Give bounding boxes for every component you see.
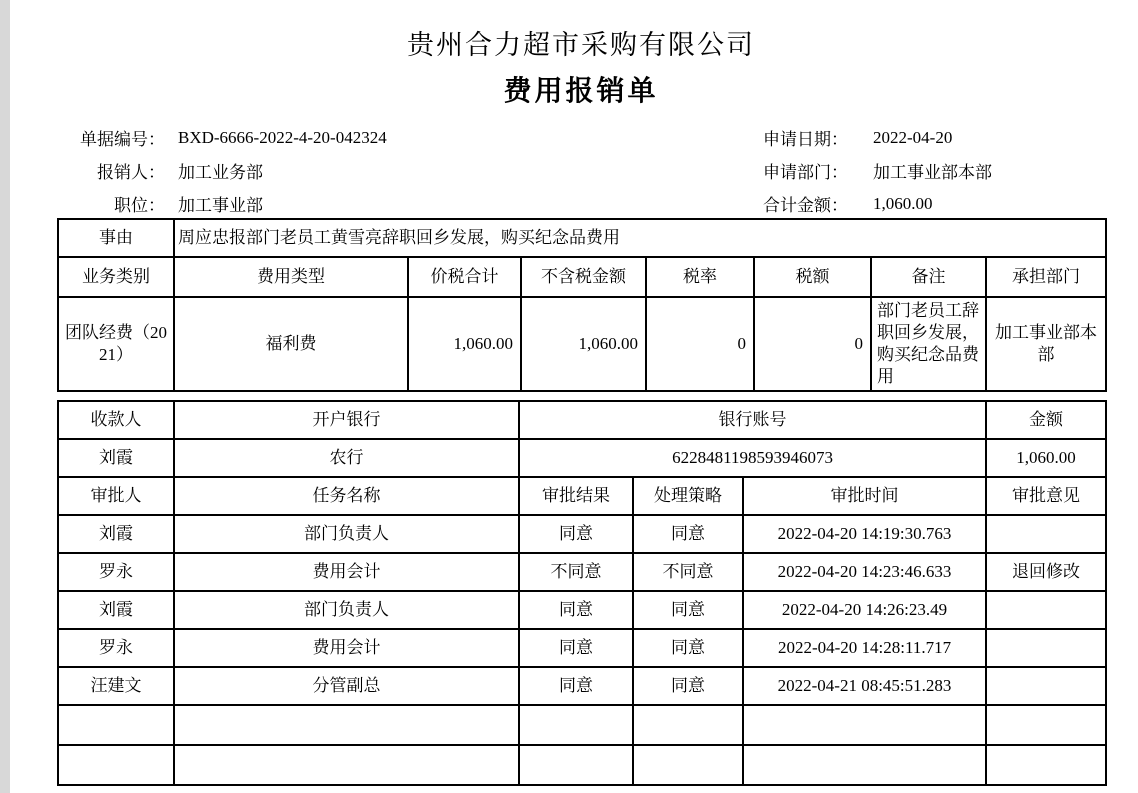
position-value: 加工事业部 (178, 196, 263, 216)
reimburser-label: 报销人： (97, 163, 165, 183)
approval-approver-cell: 刘霞 (58, 515, 174, 553)
approval-approver-cell: 刘霞 (58, 591, 174, 629)
apply-dept-value: 加工事业部本部 (873, 163, 992, 183)
approval-task-cell: 费用会计 (174, 553, 519, 591)
expense-data-row (58, 297, 1106, 391)
approval-row (58, 629, 1106, 667)
approval-opinion-cell (986, 705, 1106, 745)
approval-col-header-task: 任务名称 (174, 477, 519, 515)
bank-cell: 农行 (174, 439, 519, 477)
approval-result-cell: 同意 (519, 591, 633, 629)
payment-col-header-payee: 收款人 (58, 401, 174, 439)
expense-col-header-department: 承担部门 (986, 257, 1106, 297)
meta-right-column (763, 121, 992, 220)
reason-value-cell: 周应忠报部门老员工黄雪亮辞职回乡发展，购买纪念品费用 (174, 219, 1106, 257)
approval-time-cell: 2022-04-20 14:26:23.49 (743, 591, 986, 629)
expense-tax-amount-cell: 0 (754, 297, 871, 391)
approval-task-cell: 分管副总 (174, 667, 519, 705)
payee-cell: 刘霞 (58, 439, 174, 477)
expense-table (57, 218, 1107, 392)
approval-opinion-cell (986, 515, 1106, 553)
expense-category-cell: 团队经费（2021） (58, 297, 174, 391)
approval-time-cell: 2022-04-20 14:28:11.717 (743, 629, 986, 667)
total-amount-value: 1,060.00 (873, 193, 933, 213)
expense-col-header-remark: 备注 (871, 257, 986, 297)
apply-date-field (763, 121, 992, 154)
form-title: 费用报销单 (503, 76, 659, 108)
expense-col-header-amount-with-tax: 价税合计 (408, 257, 521, 297)
approval-time-cell (743, 745, 986, 785)
payment-col-header-amount: 金额 (986, 401, 1106, 439)
left-edge-strip (0, 0, 10, 793)
reason-label-cell: 事由 (58, 219, 174, 257)
total-amount-label: 合计金额： (763, 196, 848, 216)
approval-result-cell: 同意 (519, 667, 633, 705)
total-amount-field (763, 187, 992, 220)
approval-row (58, 553, 1106, 591)
approval-approver-cell (58, 745, 174, 785)
approval-empty-row (58, 745, 1106, 785)
expense-col-header-tax-rate: 税率 (646, 257, 754, 297)
approval-task-cell (174, 705, 519, 745)
expense-col-header-category: 业务类别 (58, 257, 174, 297)
approval-col-header-strategy: 处理策略 (633, 477, 743, 515)
reason-row (58, 219, 1106, 257)
approval-col-header-opinion: 审批意见 (986, 477, 1106, 515)
approval-task-cell: 部门负责人 (174, 515, 519, 553)
approval-opinion-cell (986, 667, 1106, 705)
bank-account-cell: 6228481198593946073 (519, 439, 986, 477)
position-label: 职位： (114, 196, 165, 216)
apply-dept-label: 申请部门： (763, 163, 848, 183)
expense-header-row (58, 257, 1106, 297)
payment-amount-cell: 1,060.00 (986, 439, 1106, 477)
expense-tax-rate-cell: 0 (646, 297, 754, 391)
approval-header-row (58, 477, 1106, 515)
approval-opinion-cell (986, 629, 1106, 667)
approval-result-cell: 同意 (519, 629, 633, 667)
approval-opinion-cell (986, 745, 1106, 785)
approval-approver-cell: 汪建文 (58, 667, 174, 705)
approval-col-header-time: 审批时间 (743, 477, 986, 515)
approval-col-header-result: 审批结果 (519, 477, 633, 515)
approval-approver-cell: 罗永 (58, 553, 174, 591)
approval-time-cell: 2022-04-21 08:45:51.283 (743, 667, 986, 705)
apply-dept-field (763, 154, 992, 187)
approval-approver-cell (58, 705, 174, 745)
payment-header-row (58, 401, 1106, 439)
expense-amount-with-tax-cell: 1,060.00 (408, 297, 521, 391)
payment-approval-table (57, 400, 1107, 786)
approval-time-cell (743, 705, 986, 745)
approval-opinion-cell: 退回修改 (986, 553, 1106, 591)
form-meta (57, 121, 1105, 218)
approval-task-cell: 费用会计 (174, 629, 519, 667)
company-name: 贵州合力超市采购有限公司 (407, 30, 755, 60)
approval-strategy-cell: 同意 (633, 591, 743, 629)
approval-strategy-cell: 同意 (633, 515, 743, 553)
apply-date-value: 2022-04-20 (873, 127, 953, 147)
approval-row (58, 515, 1106, 553)
approval-task-cell (174, 745, 519, 785)
approval-empty-row (58, 705, 1106, 745)
expense-col-header-type: 费用类型 (174, 257, 408, 297)
payment-col-header-bank: 开户银行 (174, 401, 519, 439)
approval-opinion-cell (986, 591, 1106, 629)
payment-data-row (58, 439, 1106, 477)
apply-date-label: 申请日期： (763, 130, 848, 150)
approval-row (58, 591, 1106, 629)
approval-result-cell: 同意 (519, 515, 633, 553)
approval-result-cell (519, 745, 633, 785)
reimburser-value: 加工业务部 (178, 163, 263, 183)
approval-result-cell: 不同意 (519, 553, 633, 591)
doc-number-value: BXD-6666-2022-4-20-042324 (178, 127, 387, 147)
approval-strategy-cell (633, 705, 743, 745)
expense-remark-cell: 部门老员工辞职回乡发展，购买纪念品费用 (871, 297, 986, 391)
approval-time-cell: 2022-04-20 14:19:30.763 (743, 515, 986, 553)
approval-row (58, 667, 1106, 705)
approval-strategy-cell: 同意 (633, 629, 743, 667)
payment-col-header-account: 银行账号 (519, 401, 986, 439)
doc-number-label: 单据编号： (80, 130, 165, 150)
expense-col-header-amount-excl-tax: 不含税金额 (521, 257, 646, 297)
approval-task-cell: 部门负责人 (174, 591, 519, 629)
approval-time-cell: 2022-04-20 14:23:46.633 (743, 553, 986, 591)
approval-strategy-cell: 不同意 (633, 553, 743, 591)
approval-col-header-approver: 审批人 (58, 477, 174, 515)
expense-amount-excl-tax-cell: 1,060.00 (521, 297, 646, 391)
expense-department-cell: 加工事业部本部 (986, 297, 1106, 391)
approval-approver-cell: 罗永 (58, 629, 174, 667)
approval-strategy-cell: 同意 (633, 667, 743, 705)
expense-col-header-tax-amount: 税额 (754, 257, 871, 297)
approval-strategy-cell (633, 745, 743, 785)
approval-result-cell (519, 705, 633, 745)
expense-reimbursement-form (57, 0, 1105, 786)
expense-type-cell: 福利费 (174, 297, 408, 391)
